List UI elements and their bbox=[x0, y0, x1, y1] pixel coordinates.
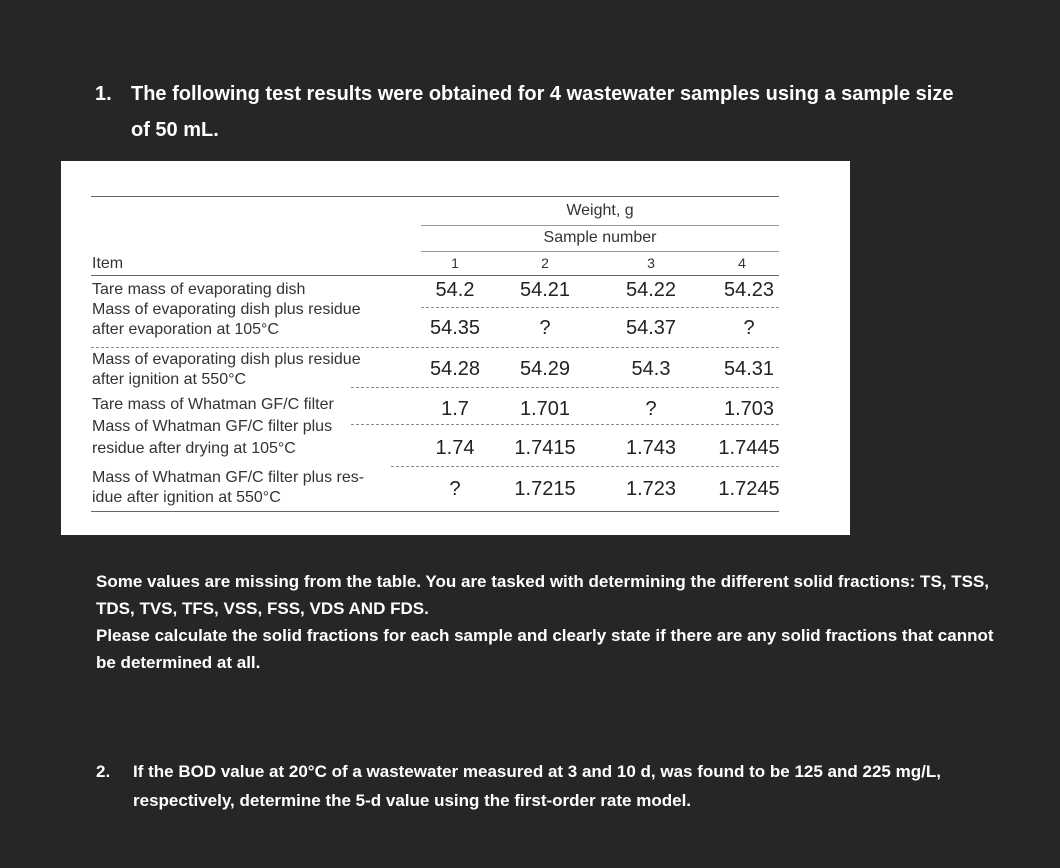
instructions-line-2: Please calculate the solid fractions for each sample and clearly state if there are any solid fractions that cannot be determined at all. bbox=[96, 626, 994, 672]
row-label: Mass of evaporating dish plus residue bbox=[92, 301, 361, 318]
weight-header-rule bbox=[421, 225, 779, 226]
row-value: 54.21 bbox=[519, 279, 571, 301]
row-value: 1.74 bbox=[435, 437, 475, 459]
instructions-line-1: Some values are missing from the table. You are tasked with determining the different solid fractions: TS, TSS, TDS, TVS, TFS, VSS, FSS, VDS AND FDS. bbox=[96, 572, 990, 618]
weight-header: Weight, g bbox=[566, 202, 634, 219]
row-value: 54.35 bbox=[429, 317, 481, 339]
table-top-rule bbox=[91, 196, 779, 197]
row-label: Mass of Whatman GF/C filter plus res- bbox=[92, 469, 365, 486]
row-value: 54.29 bbox=[519, 358, 571, 380]
sample-number-4: 4 bbox=[738, 255, 746, 271]
row-value: ? bbox=[449, 478, 461, 500]
row-value: 1.7415 bbox=[514, 437, 576, 459]
row-value: 54.28 bbox=[429, 358, 481, 380]
row-divider bbox=[351, 424, 779, 425]
row-value: 1.703 bbox=[723, 398, 775, 420]
question-1-text: The following test results were obtained for 4 wastewater samples using a sample size of 50 mL. bbox=[131, 83, 954, 141]
row-label: Mass of evaporating dish plus residue bbox=[92, 351, 361, 368]
row-divider bbox=[391, 466, 779, 467]
row-value: 54.37 bbox=[625, 317, 677, 339]
row-value: ? bbox=[645, 398, 657, 420]
row-value: 54.23 bbox=[723, 279, 775, 301]
row-value: 1.7245 bbox=[718, 478, 780, 500]
question-2-text: If the BOD value at 20°C of a wastewater measured at 3 and 10 d, was found to be 125 and 225 mg/L, respectively, determine the 5-d value using the first-order rate model. bbox=[133, 762, 941, 810]
question-2-number: 2. bbox=[96, 762, 111, 781]
question-2 bbox=[96, 757, 996, 815]
sample-number-3: 3 bbox=[647, 255, 655, 271]
row-value: 54.31 bbox=[723, 358, 775, 380]
row-value: ? bbox=[539, 317, 551, 339]
row-value: 1.7 bbox=[441, 398, 469, 420]
sample-number-2: 2 bbox=[541, 255, 549, 271]
item-header: Item bbox=[92, 255, 124, 272]
row-value: 54.22 bbox=[625, 279, 677, 301]
sample-number-header: Sample number bbox=[543, 229, 657, 246]
row-value: 54.2 bbox=[435, 279, 475, 301]
row-label: Mass of Whatman GF/C filter plus bbox=[92, 418, 333, 435]
row-divider bbox=[91, 347, 779, 348]
row-divider bbox=[351, 387, 779, 388]
row-label: after evaporation at 105°C bbox=[92, 321, 279, 338]
header-bottom-rule bbox=[91, 275, 779, 276]
row-label: Tare mass of Whatman GF/C filter bbox=[92, 396, 334, 413]
sample-number-rule bbox=[421, 251, 779, 252]
table-bottom-rule bbox=[91, 511, 779, 512]
row-divider bbox=[421, 307, 779, 308]
row-label: residue after drying at 105°C bbox=[92, 440, 296, 457]
instructions bbox=[96, 568, 1016, 676]
question-1-number: 1. bbox=[95, 83, 112, 105]
row-label: Tare mass of evaporating dish bbox=[92, 281, 306, 298]
question-1 bbox=[95, 76, 995, 148]
row-label: idue after ignition at 550°C bbox=[92, 489, 281, 506]
row-value: 1.7445 bbox=[718, 437, 780, 459]
row-label: after ignition at 550°C bbox=[92, 371, 247, 388]
row-value: 1.743 bbox=[625, 437, 677, 459]
row-value: 54.3 bbox=[631, 358, 671, 380]
test-results-table bbox=[61, 161, 850, 535]
row-value: 1.7215 bbox=[514, 478, 576, 500]
row-value: ? bbox=[743, 317, 755, 339]
row-value: 1.701 bbox=[519, 398, 571, 420]
sample-number-1: 1 bbox=[451, 255, 459, 271]
row-value: 1.723 bbox=[625, 478, 677, 500]
